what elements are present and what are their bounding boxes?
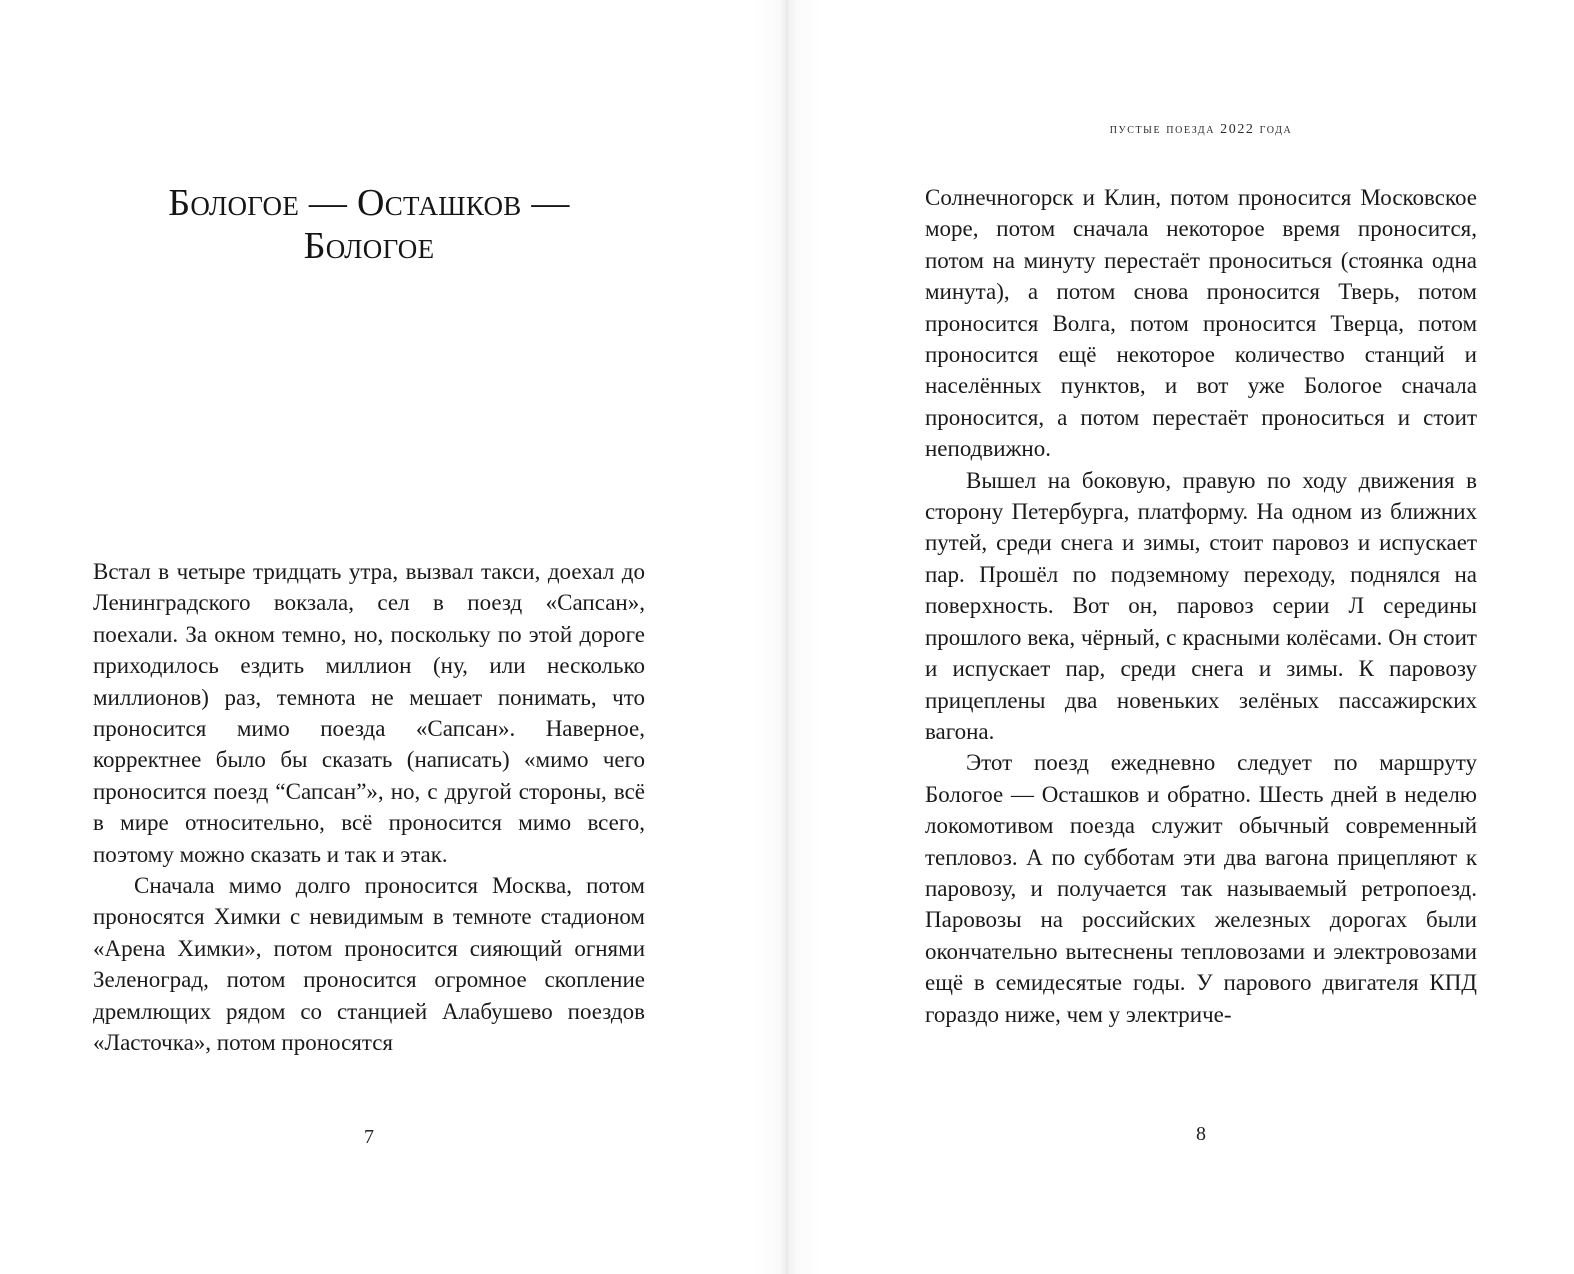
chapter-title-line-1: Бологое — Осташков — <box>168 182 570 224</box>
paragraph: Встал в четыре тридцать утра, вызвал такси, доехал до Ленинградского вокзала, сел в поезд «Сапсан», поехали. За окном темно, но, поскольку по этой дороге приходилось ездить миллион (ну, или несколько миллионов) раз, темнота не мешает понимать, что проносится мимо поезда «Сапсан». Наверное, корректнее было бы сказать (написать) «мимо чего проносится поезд “Сапсан”», но, с другой стороны, всё в мире относительно, всё проносится мимо всего, поэтому можно сказать и так и этак. <box>93 559 645 867</box>
running-head: пустые поезда 2022 года <box>1109 122 1293 137</box>
paragraph: Вышел на боковую, правую по ходу движения в сторону Петербурга, платформу. На одном из ближних путей, среди снега и зимы, стоит паровоз и испускает пар. Прошёл по подземному переходу, поднялся на поверхность. Вот он, паровоз серии Л середины прошлого века, чёрный, с красными колёсами. Он стоит и испускает пар, среди снега и зимы. К паровозу прицеплены два новеньких зелёных пассажирских вагона. <box>925 467 1477 744</box>
paragraph: Сначала мимо долго проносится Москва, потом проносятся Химки с невидимым в темноте стадионом «Арена Химки», потом проносится сияющий огнями Зеленоград, потом проносится огромное скопление дремлющих рядом со станцией Алабушево поездов «Ласточка», потом проносятся <box>93 873 645 1056</box>
page-number-left: 7 <box>364 1126 374 1148</box>
chapter-title <box>93 182 645 268</box>
left-page-body <box>93 556 645 1059</box>
right-page-body <box>925 182 1477 1030</box>
page-number-right: 8 <box>1196 1123 1206 1145</box>
chapter-title-line-2: Бологое <box>303 225 435 267</box>
paragraph: Этот поезд ежедневно следует по маршруту Бологое — Осташков и обратно. Шесть дней в неделю локомотивом поезда служит обычный современный тепловоз. А по субботам эти два вагона прицепляют к паровозу, и получается так называемый ретропоезд. Паровозы на российских железных дорогах были окончательно вытеснены тепловозами и электровозами ещё в семидесятые годы. У парового двигателя КПД гораздо ниже, чем у электриче- <box>925 750 1477 1027</box>
paragraph: Солнечногорск и Клин, потом проносится Московское море, потом сначала некоторое время проносится, потом на минуту перестаёт проноситься (стоянка одна минута), а потом снова проносится Тверь, потом проносится Волга, потом проносится Тверца, потом проносится ещё некоторое количество станций и населённых пунктов, и вот уже Бологое сначала проносится, а потом перестаёт проноситься и стоит неподвижно. <box>925 185 1477 462</box>
